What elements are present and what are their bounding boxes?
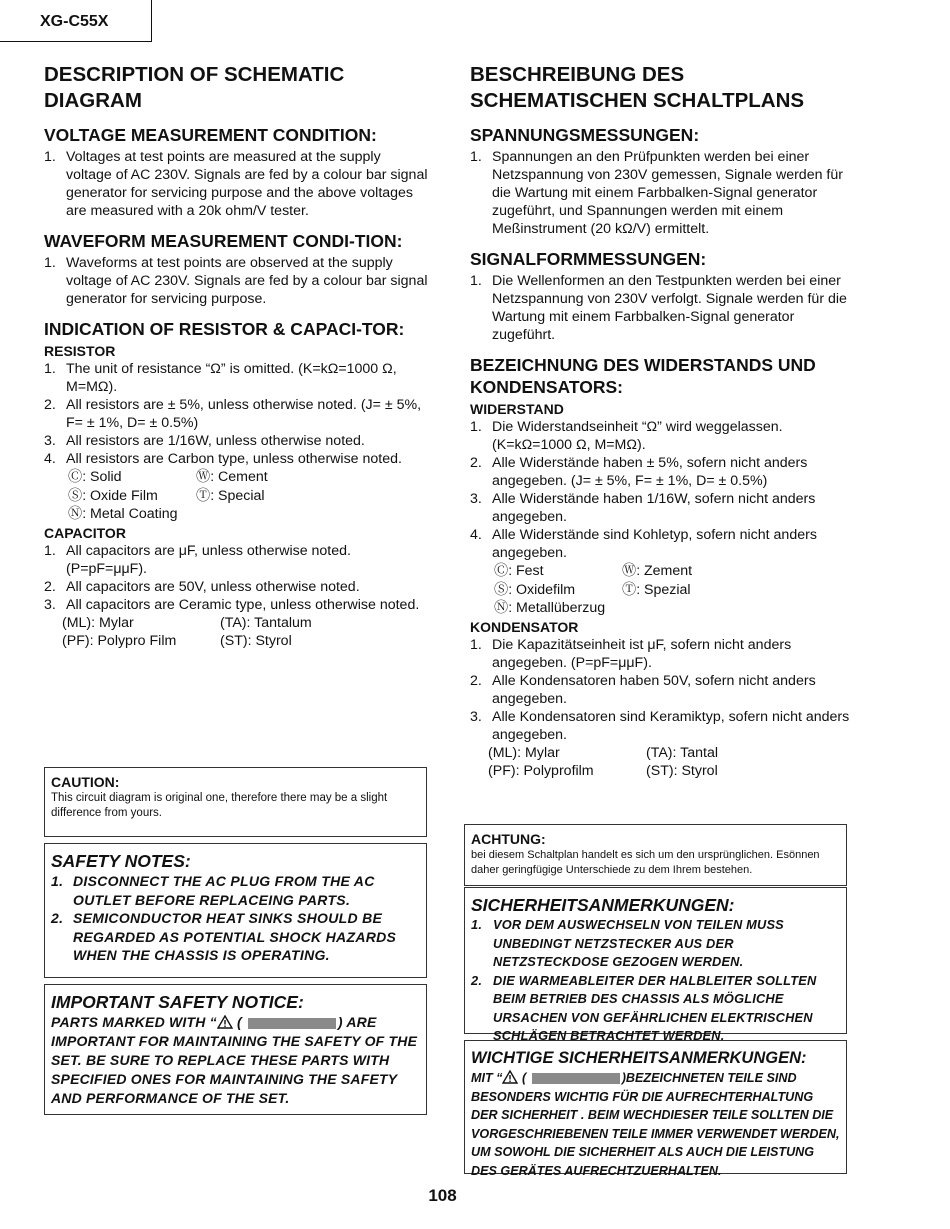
resistor-label-de: WIDERSTAND — [470, 401, 564, 417]
list-item: 2. DIE WARMEABLEITER DER HALBLEITER SOLLTEN BEIM BETRIEB DES CHASSIS ALS MÖGLICHE URSACHEN VON GEFÄHRLICHEN ELEKTRISCHEN SCHLÄGEN BETRACHTET WERDEN. — [471, 972, 817, 1043]
code-item: (PF): Polyprofilm — [488, 763, 594, 779]
code-item: Ⓢ: Oxide Film — [68, 487, 158, 504]
capacitor-codes-de — [488, 744, 855, 781]
list-item: 4. Alle Widerstände sind Kohletyp, sofern nicht anders angegeben. — [470, 527, 817, 561]
code-item: Ⓦ: Cement — [196, 469, 268, 485]
list-item: 1. Die Widerstandseinheit “Ω” wird weggelassen. (K=kΩ=1000 Ω, M=MΩ). — [470, 419, 783, 453]
list-item: 3. All capacitors are Ceramic type, unless otherwise noted. — [44, 596, 420, 613]
code-item: (ST): Styrol — [220, 633, 292, 649]
list-item: 2. All resistors are ± 5%, unless otherwise noted. (J= ± 5%, F= ± 1%, D= ± 0.5%) — [44, 397, 422, 431]
wichtige-box — [464, 1040, 847, 1178]
page-number: 108 — [428, 1186, 457, 1205]
resistor-list-de — [470, 418, 855, 562]
right-column — [470, 62, 855, 781]
code-item: Ⓦ: Zement — [622, 563, 693, 579]
wichtige-text: MIT “ ( )BEZEICHNETEN TEILE SIND BESONDERS WICHTIG FÜR DIE AUFRECHTERHALTUNG DER SICHERHEIT . BEIM WECHDIESER TEILE SOLLTEN DIE VORGESCHRIEBENEN TEILE IMMER VERWENDET WERDEN, UM SOWOHL DIE SICHERHEIT ALS AUCH DIE LEISTUNG DES GERÄTES AUFRECHTZUERHALTEN. — [471, 1071, 840, 1178]
model-label: XG-C55X — [40, 13, 109, 30]
page-title-de: BESCHREIBUNG DES SCHEMATISCHEN SCHALTPLANS — [470, 63, 805, 112]
achtung-text: bei diesem Schaltplan handelt es sich um den ursprünglichen. Esönnen daher geringfügige Unterschiede zu dem Ihrem bestehen. — [471, 849, 820, 876]
list-item: 2. SEMICONDUCTOR HEAT SINKS SHOULD BE REGARDED AS POTENTIAL SHOCK HAZARDS WHEN THE CHASSIS IS OPERATING. — [51, 910, 397, 963]
capacitor-list — [44, 542, 429, 614]
caution-box — [44, 767, 427, 837]
list-item: 1. Die Wellenformen an den Testpunkten werden bei einer Netzspannung von 230V verfolgt. Signale werden für die Wartung mit einem Farbbalken-Signal generator zugeführt. — [470, 273, 847, 343]
capacitor-label-de: KONDENSATOR — [470, 618, 579, 635]
caution-text: This circuit diagram is original one, therefore there may be a slight difference from yours. — [51, 792, 388, 819]
capacitor-label: CAPACITOR — [44, 524, 126, 541]
achtung-box — [464, 824, 847, 886]
waveform-heading: WAVEFORM MEASUREMENT CONDI-TION: — [44, 231, 403, 251]
resistor-codes — [68, 468, 429, 524]
list-item: 1. VOR DEM AUSWECHSELN VON TEILEN MUSS UNBEDINGT NETZSTECKER AUS DER NETZSTECKDOSE GEZOGEN WERDEN. — [471, 917, 784, 969]
voltage-list-de — [470, 148, 855, 238]
important-notice-box — [44, 984, 427, 1115]
code-item: (TA): Tantalum — [220, 614, 312, 631]
list-item: 3. Alle Widerstände haben 1/16W, sofern nicht anders angegeben. — [470, 491, 816, 525]
capacitor-codes — [62, 614, 429, 651]
code-item: (ML): Mylar — [488, 744, 560, 761]
code-item: Ⓣ: Spezial — [622, 581, 691, 598]
sicherheit-title: SICHERHEITSANMERKUNGEN: — [471, 895, 735, 915]
left-column — [44, 62, 429, 651]
code-item: (TA): Tantal — [646, 744, 719, 761]
waveform-list — [44, 254, 429, 308]
code-item: Ⓝ: Metal Coating — [68, 506, 178, 522]
resistor-label: RESISTOR — [44, 343, 116, 359]
list-item: 1. All capacitors are μF, unless otherwise noted. (P=pF=μμF). — [44, 542, 351, 577]
sicherheit-list — [471, 916, 840, 1046]
list-item: 1. Spannungen an den Prüfpunkten werden bei einer Netzspannung von 230V gemessen, Signale werden für die Wartung mit einem Farbbalken-Signal generator zugeführt, und Spannungen werden mit einem Meßinstrument (20 kΩ/V) ermittelt. — [470, 149, 843, 237]
code-item: Ⓒ: Fest — [494, 563, 544, 579]
list-item: 1. Voltages at test points are measured at the supply voltage of AC 230V. Signals are fed by a colour bar signal generator for servicing purpose and the above voltages are measured with a 20k ohm/V tester. — [44, 149, 428, 219]
code-item: (PF): Polypro Film — [62, 633, 177, 649]
safety-notes-box — [44, 843, 427, 978]
voltage-heading: VOLTAGE MEASUREMENT CONDITION: — [44, 125, 377, 145]
marker-bar — [532, 1073, 620, 1084]
list-item: 2. All capacitors are 50V, unless otherwise noted. — [44, 578, 360, 595]
warning-triangle-icon — [502, 1070, 518, 1084]
list-item: 1. Waveforms at test points are observed at the supply voltage of AC 230V. Signals are fed by a colour bar signal generator for servicing purpose. — [44, 255, 428, 307]
resistor-codes-de — [494, 562, 855, 618]
indication-heading-de: BEZEICHNUNG DES WIDERSTANDS UND KONDENSATORS: — [470, 355, 816, 397]
capacitor-list-de — [470, 636, 855, 744]
achtung-title: ACHTUNG: — [471, 831, 546, 847]
marker-bar — [248, 1018, 336, 1029]
page-title: DESCRIPTION OF SCHEMATIC DIAGRAM — [44, 63, 345, 112]
sicherheit-box — [464, 887, 847, 1043]
warning-triangle-icon — [217, 1015, 233, 1029]
indication-heading: INDICATION OF RESISTOR & CAPACI-TOR: — [44, 319, 405, 339]
list-item: 1. DISCONNECT THE AC PLUG FROM THE AC OUTLET BEFORE REPLACEING PARTS. — [51, 873, 375, 908]
code-item: Ⓒ: Solid — [68, 469, 122, 485]
list-item: 2. Alle Widerstände haben ± 5%, sofern nicht anders angegeben. (J= ± 5%, F= ± 1%, D= ± 0.5%) — [470, 455, 808, 489]
resistor-list — [44, 360, 429, 468]
important-notice-title: IMPORTANT SAFETY NOTICE: — [51, 992, 304, 1012]
waveform-list-de — [470, 272, 855, 344]
list-item: 2. Alle Kondensatoren haben 50V, sofern nicht anders angegeben. — [470, 672, 816, 707]
voltage-list — [44, 148, 429, 220]
code-item: (ST): Styrol — [646, 763, 718, 779]
model-tab — [0, 0, 152, 42]
list-item: 1. The unit of resistance “Ω” is omitted. (K=kΩ=1000 Ω, M=MΩ). — [44, 361, 397, 395]
safety-notes-list — [51, 872, 420, 965]
code-item: Ⓢ: Oxidefilm — [494, 581, 576, 598]
code-item: Ⓝ: Metallüberzug — [494, 600, 606, 616]
caution-title: CAUTION: — [51, 774, 120, 790]
waveform-heading-de: SIGNALFORMMESSUNGEN: — [470, 249, 707, 269]
code-item: (ML): Mylar — [62, 614, 134, 631]
list-item: 4. All resistors are Carbon type, unless otherwise noted. — [44, 451, 402, 467]
safety-notes-title: SAFETY NOTES: — [51, 851, 191, 871]
important-notice-text: PARTS MARKED WITH “ ( ) ARE IMPORTANT FOR MAINTAINING THE SAFETY OF THE SET. BE SURE TO REPLACE THESE PARTS WITH SPECIFIED ONES FOR MAINTAINING THE SAFETY AND PERFORMANCE OF THE SET. — [51, 1014, 418, 1106]
list-item: 3. Alle Kondensatoren sind Keramiktyp, sofern nicht anders angegeben. — [470, 708, 850, 743]
wichtige-title: WICHTIGE SICHERHEITSANMERKUNGEN: — [471, 1049, 807, 1067]
list-item: 3. All resistors are 1/16W, unless otherwise noted. — [44, 433, 365, 449]
voltage-heading-de: SPANNUNGSMESSUNGEN: — [470, 125, 700, 145]
code-item: Ⓣ: Special — [196, 487, 265, 504]
list-item: 1. Die Kapazitätseinheit ist μF, sofern nicht anders angegeben. (P=pF=μμF). — [470, 636, 792, 671]
